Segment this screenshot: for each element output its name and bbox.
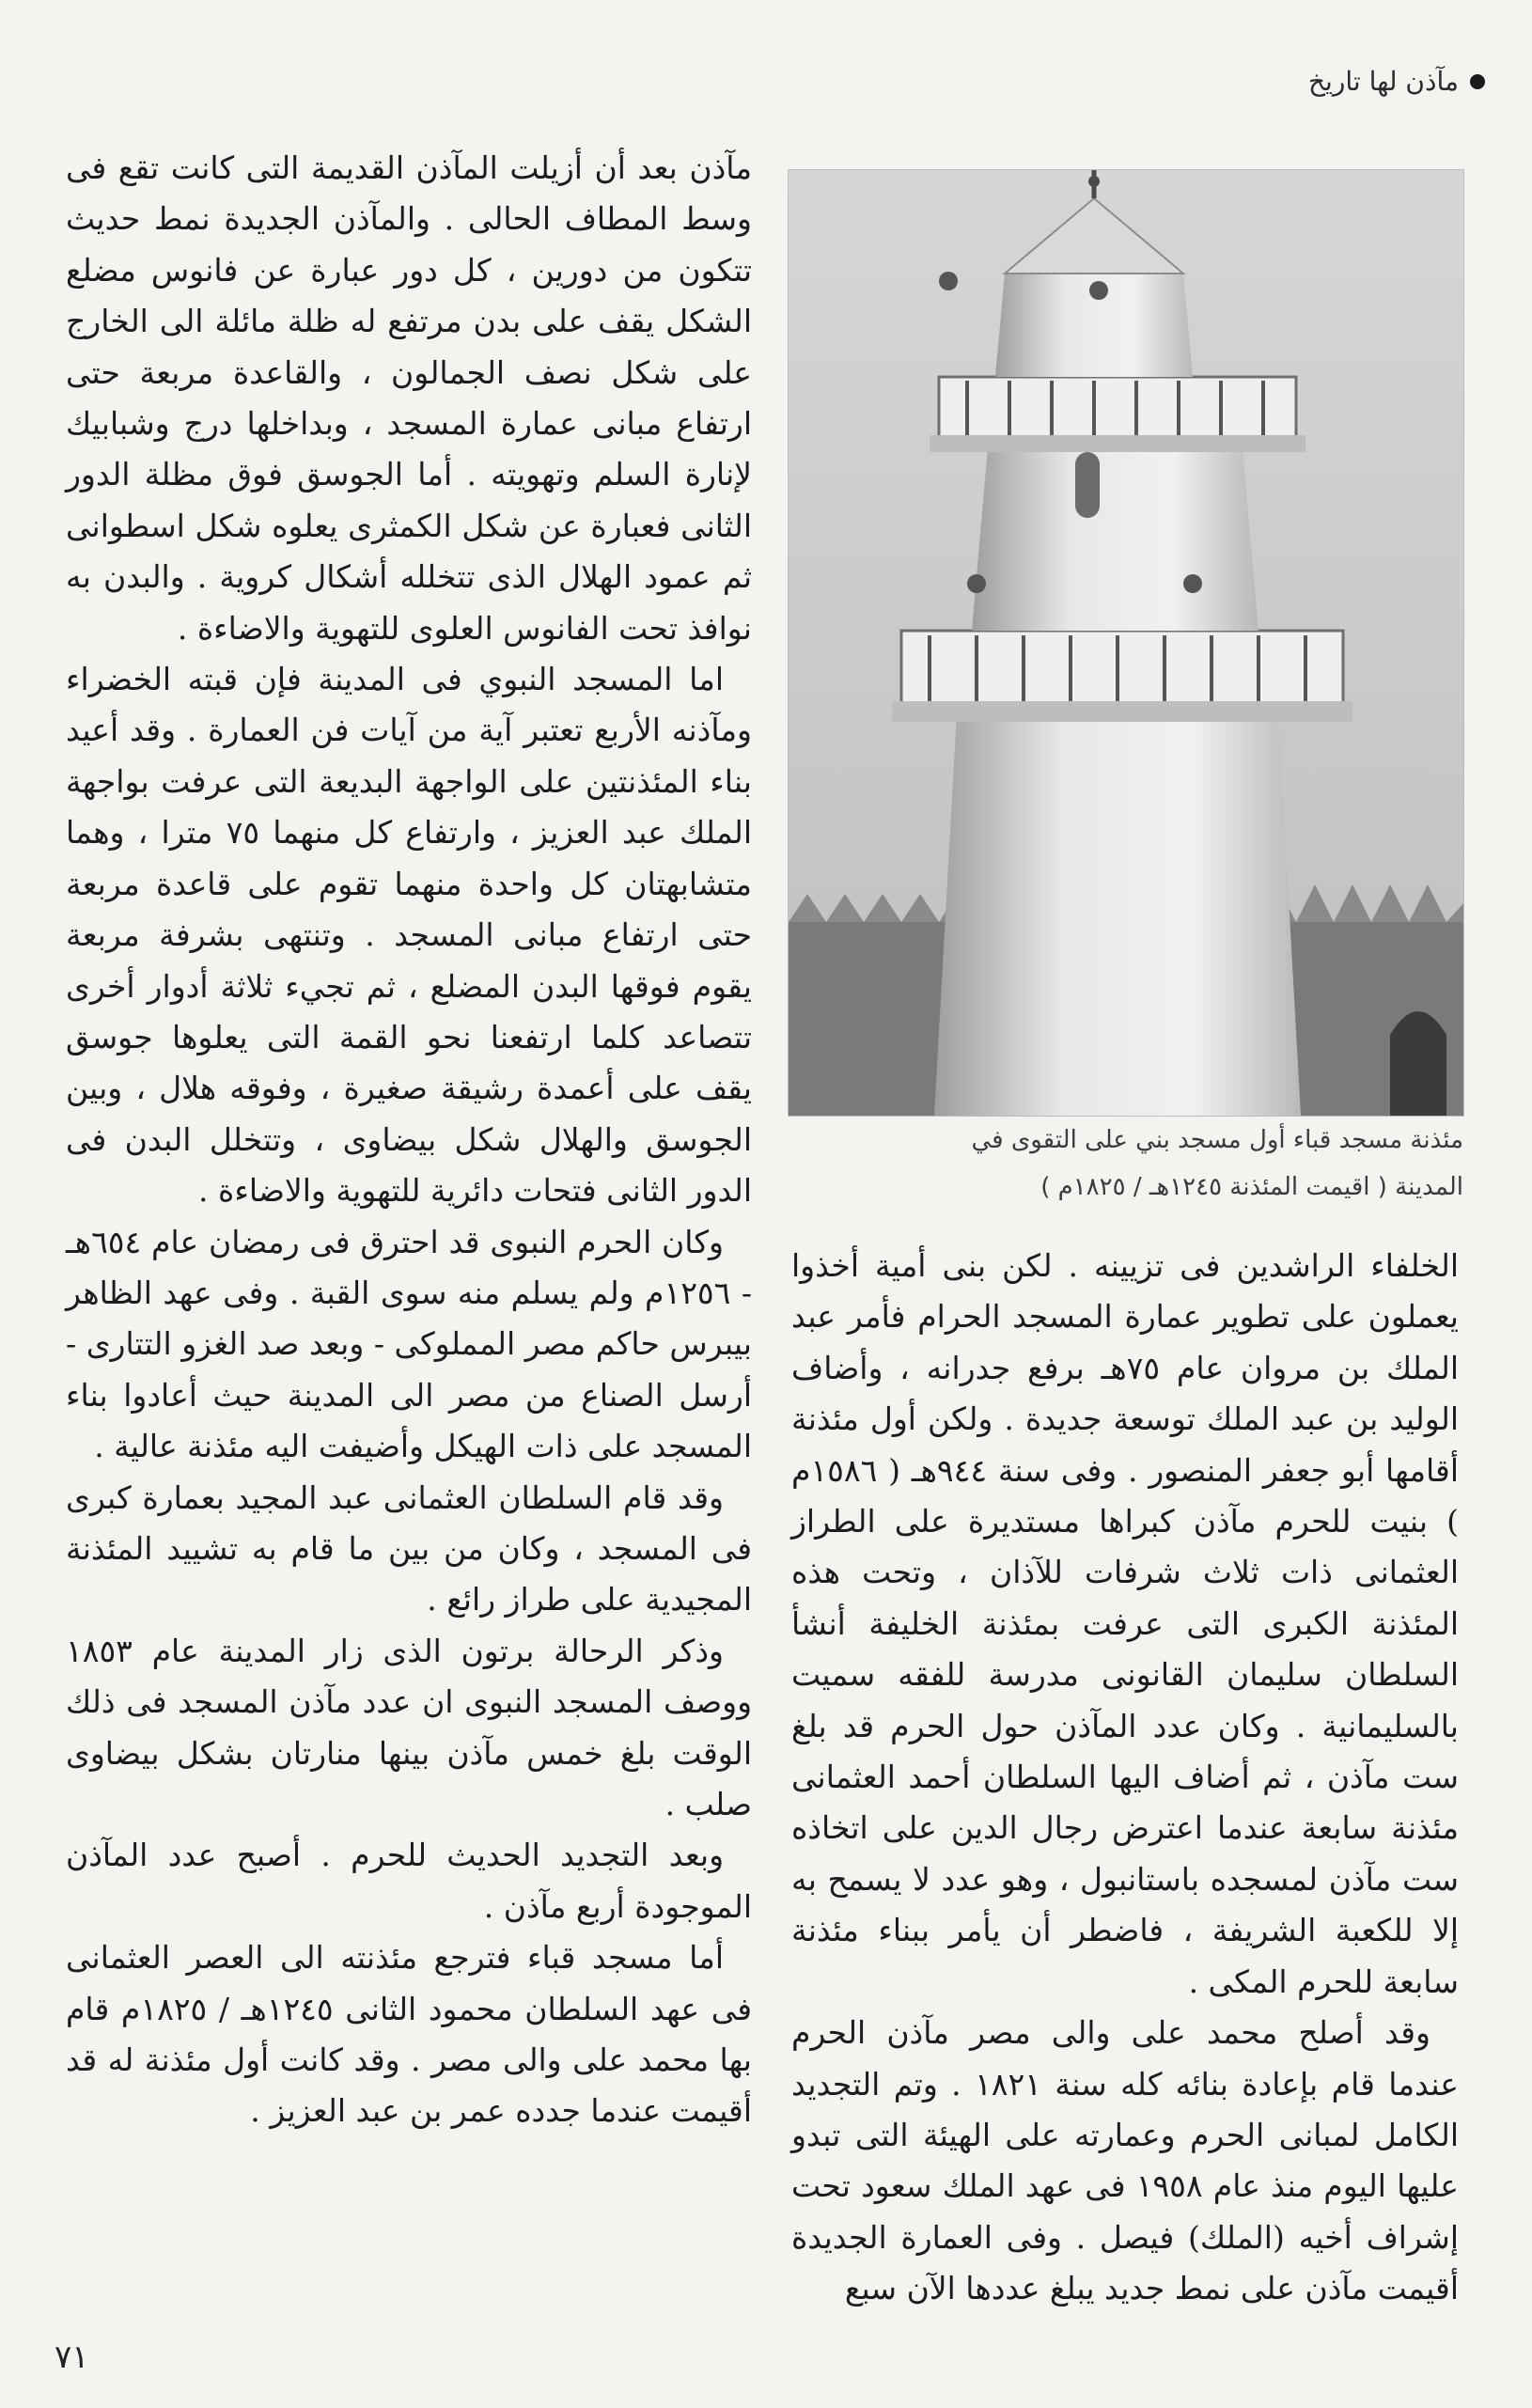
paragraph: الخلفاء الراشدين فى تزيينه . لكن بنى أمية أخذوا يعملون على تطوير عمارة المسجد الحرام فأمر عبد الملك بن مروان عام ٧٥هـ برفع جدرانه ، وأضاف الوليد بن عبد الملك توسعة جديدة . ولكن أول مئذنة أقامها أبو جعفر المنصور . وفى سنة ٩٤٤هـ ( ١٥٨٦م ) بنيت للحرم مآذن كبراها مستديرة على الطراز العثمانى ذات ثلاث شرفات للآذان ، وتحت هذه المئذنة الكبرى التى عرفت بمئذنة الخليفة أنشأ السلطان سليمان القانونى مدرسة للفقه سميت بالسليمانية . وكان عدد المآذن حول الحرم قد بلغ ست مآذن ، ثم أضاف اليها السلطان أحمد العثمانى مئذنة سابعة عندما اعترض رجال الدين على اتخاذه ست مآذن لمسجده باستانبول ، وهو عدد لا يسمح به إلا للكعبة الشريفة ، فاضطر أن يأمر ببناء مئذنة سابعة للحرم المكى .: [791, 1247, 1459, 2000]
paragraph: وبعد التجديد الحديث للحرم . أصبح عدد المآذن الموجودة أربع مآذن .: [66, 1837, 752, 1925]
caption-line: المدينة ( اقيمت المئذنة ١٢٤٥هـ / ١٨٢٥م ): [1040, 1173, 1463, 1201]
right-text-column: [791, 1241, 1459, 2307]
paragraph: وكان الحرم النبوى قد احترق فى رمضان عام ٦٥٤هـ - ١٢٥٦م ولم يسلم منه سوى القبة . وفى عهد الظاهر بيبرس حاكم مصر المملوكى - وبعد صد الغزو التتارى - أرسل الصناع من مصر الى المدينة حيث أعادوا بناء المسجد على ذات الهيكل وأضيفت اليه مئذنة عالية .: [66, 1223, 752, 1465]
bullet-icon: [1470, 74, 1485, 89]
photo-caption: [791, 1117, 1463, 1211]
page-number: ٧١: [55, 2338, 89, 2376]
caption-line: مئذنة مسجد قباء أول مسجد بني على التقوى في: [971, 1126, 1463, 1154]
paragraph: وقد أصلح محمد على والى مصر مآذن الحرم عندما قام بإعادة بنائه كله سنة ١٨٢١ . وتم التجديد الكامل لمبانى الحرم وعمارته على الهيئة التى تبدو عليها اليوم منذ عام ١٩٥٨ فى عهد الملك سعود تحت إشراف أخيه (الملك) فيصل . وفى العمارة الجديدة أقيمت مآذن على نمط جديد يبلغ عددها الآن سبع: [791, 2014, 1459, 2307]
minaret-photo-illustration: [789, 170, 1463, 1116]
running-head-text: مآذن لها تاريخ: [1307, 66, 1459, 97]
paragraph: وقد قام السلطان العثمانى عبد المجيد بعمارة كبرى فى المسجد ، وكان من بين ما قام به تشييد المئذنة المجيدية على طراز رائع .: [66, 1478, 752, 1618]
paragraph: اما المسجد النبوي فى المدينة فإن قبته الخضراء ومآذنه الأربع تعتبر آية من آيات فن العمارة . وقد أعيد بناء المئذنتين على الواجهة البديعة التى عرفت بواجهة الملك عبد العزيز ، وارتفاع كل منهما ٧٥ مترا ، وهما متشابهتان كل واحدة منهما تقوم على قاعدة مربعة حتى ارتفاع مبانى المسجد . وتنتهى بشرفة مربعة يقوم فوقها البدن المضلع ، ثم تجيء ثلاثة أدوار أخرى تتصاعد كلما ارتفعنا نحو القمة التى يعلوها جوسق يقف على أعمدة رشيقة صغيرة ، وفوقه هلال ، وبين الجوسق والهلال شكل بيضاوى ، وتتخلل البدن فى الدور الثانى فتحات دائرية للتهوية والاضاءة .: [66, 661, 752, 1210]
paragraph: وذكر الرحالة برتون الذى زار المدينة عام ١٨٥٣ ووصف المسجد النبوى ان عدد مآذن المسجد فى ذلك الوقت بلغ خمس مآذن بينها منارتان بشكل بيضاوى صلب .: [66, 1632, 752, 1822]
paragraph: مآذن بعد أن أزيلت المآذن القديمة التى كانت تقع فى وسط المطاف الحالى . والمآذن الجديدة نمط حديث تتكون من دورين ، كل دور عبارة عن فانوس مضلع الشكل يقف على بدن مرتفع له ظلة مائلة الى الخارج على شكل نصف الجمالون ، والقاعدة مربعة حتى ارتفاع مبانى عمارة المسجد ، وبداخلها درج وشبابيك لإنارة السلم وتهويته . أما الجوسق فوق مظلة الدور الثانى فعبارة عن شكل الكمثرى يعلوه شكل اسطوانى ثم عمود الهلال الذى تتخلله أشكال كروية . والبدن به نوافذ تحت الفانوس العلوى للتهوية والاضاءة .: [66, 149, 752, 647]
paragraph: أما مسجد قباء فترجع مئذنته الى العصر العثمانى فى عهد السلطان محمود الثانى ١٢٤٥هـ / ١٨٢٥م قام بها محمد على والى مصر . وقد كانت أول مئذنة له قد أقيمت عندما جدده عمر بن عبد العزيز .: [66, 1939, 753, 2130]
left-text-column: [66, 143, 752, 2206]
minaret-photo: [788, 169, 1464, 1117]
running-head: [1308, 66, 1485, 97]
